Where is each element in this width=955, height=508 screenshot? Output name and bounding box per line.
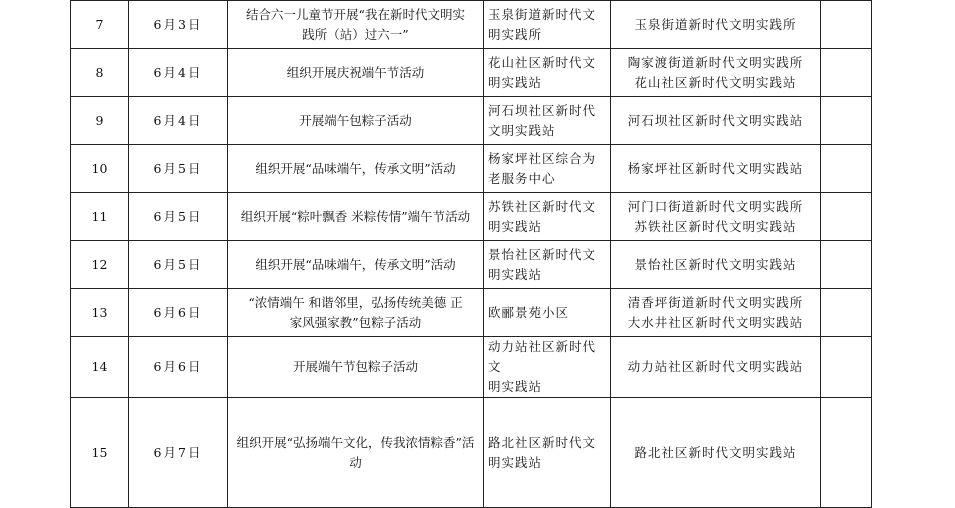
cell-note (821, 241, 872, 289)
cell-number: 13 (71, 289, 129, 337)
cell-location-line: 玉泉街道新时代文 (488, 6, 597, 22)
cell-organizer (611, 398, 821, 508)
cell-activity (228, 97, 484, 145)
cell-activity (228, 241, 484, 289)
cell-location-line: 河石坝社区新时代 (488, 102, 597, 118)
cell-activity (228, 145, 484, 193)
cell-date: 6月6日 (129, 337, 228, 398)
cell-activity-line: 组织开展“弘扬端午文化，传我浓情粽香”活动 (236, 434, 475, 470)
cell-location-line: 老服务中心 (488, 170, 556, 186)
table-row (71, 337, 872, 398)
cell-note (821, 193, 872, 241)
cell-activity (228, 49, 484, 97)
table-row (71, 145, 872, 193)
cell-date: 6月5日 (129, 193, 228, 241)
cell-activity (228, 337, 484, 398)
cell-date: 6月5日 (129, 241, 228, 289)
cell-location (484, 398, 611, 508)
cell-activity-line: 开展端午包粽子活动 (299, 112, 412, 128)
cell-organizer-line: 玉泉街道新时代文明实践所 (634, 16, 797, 32)
cell-organizer-line: 清香坪街道新时代文明实践所 (627, 294, 804, 310)
cell-activity (228, 1, 484, 49)
cell-location-line: 明实践站 (488, 218, 543, 234)
cell-note (821, 337, 872, 398)
cell-organizer-line: 景怡社区新时代文明实践站 (634, 256, 797, 272)
cell-location (484, 145, 611, 193)
table-row (71, 241, 872, 289)
table-row (71, 97, 872, 145)
cell-location (484, 1, 611, 49)
cell-activity-line: 组织开展“粽叶飘香 米粽传情”端午节活动 (240, 208, 471, 224)
cell-location-line: 花山社区新时代文 (488, 54, 597, 70)
cell-organizer-line: 杨家坪社区新时代文明实践站 (627, 160, 804, 176)
table-row (71, 289, 872, 337)
cell-organizer (611, 241, 821, 289)
activity-schedule-table (70, 0, 872, 508)
cell-number: 10 (71, 145, 129, 193)
cell-organizer (611, 49, 821, 97)
cell-location-line: 景怡社区新时代文 (488, 246, 597, 262)
cell-activity-line: 结合六一儿童节开展“我在新时代文明实 (246, 6, 465, 22)
cell-activity-line: 开展端午节包粽子活动 (292, 359, 418, 374)
cell-date: 6月3日 (129, 1, 228, 49)
cell-activity-line: 践所（站）过六一” (302, 26, 409, 42)
cell-number: 9 (71, 97, 129, 145)
cell-note (821, 97, 872, 145)
table-row (71, 49, 872, 97)
cell-activity-line: “浓情端午 和谐邻里，弘扬传统美德 正 (248, 294, 463, 310)
cell-activity (228, 193, 484, 241)
cell-organizer-line: 花山社区新时代文明实践站 (634, 74, 797, 90)
cell-location-line: 动力站社区新时代文 (488, 339, 597, 374)
cell-location (484, 193, 611, 241)
cell-date: 6月6日 (129, 289, 228, 337)
cell-location-line: 明实践站 (488, 74, 543, 90)
cell-note (821, 289, 872, 337)
cell-organizer (611, 1, 821, 49)
cell-note (821, 49, 872, 97)
cell-location (484, 49, 611, 97)
cell-date: 6月4日 (129, 97, 228, 145)
cell-number: 14 (71, 337, 129, 398)
cell-location (484, 97, 611, 145)
cell-organizer-line: 路北社区新时代文明实践站 (634, 444, 797, 460)
cell-organizer-line: 河门口街道新时代文明实践所 (627, 198, 804, 214)
cell-organizer (611, 289, 821, 337)
cell-activity-line: 组织开展“品味端午，传承文明”活动 (255, 160, 456, 176)
cell-location-line: 苏铁社区新时代文 (488, 198, 597, 214)
cell-location-line: 明实践站 (488, 454, 543, 470)
cell-number: 8 (71, 49, 129, 97)
table-body (71, 1, 872, 508)
table-row (71, 193, 872, 241)
cell-location-line: 明实践站 (488, 266, 543, 282)
cell-date: 6月7日 (129, 398, 228, 508)
cell-location-line: 欧郦景苑小区 (488, 304, 570, 320)
cell-organizer (611, 193, 821, 241)
cell-location (484, 337, 611, 398)
cell-organizer-line: 河石坝社区新时代文明实践站 (627, 112, 804, 128)
cell-location (484, 241, 611, 289)
cell-number: 7 (71, 1, 129, 49)
cell-location (484, 289, 611, 337)
cell-activity-line: 组织开展庆祝端午节活动 (286, 64, 425, 80)
cell-activity-line: 家风强家教”包粽子活动 (289, 314, 422, 330)
cell-location-line: 路北社区新时代文 (488, 434, 597, 450)
cell-location-line: 明实践站 (488, 379, 543, 394)
cell-organizer (611, 97, 821, 145)
cell-organizer (611, 337, 821, 398)
cell-organizer-line: 动力站社区新时代文明实践站 (627, 359, 804, 374)
cell-activity (228, 398, 484, 508)
cell-date: 6月4日 (129, 49, 228, 97)
cell-activity-line: 组织开展“品味端午，传承文明”活动 (255, 256, 456, 272)
cell-location-line: 文明实践站 (488, 122, 556, 138)
cell-note (821, 1, 872, 49)
cell-organizer-line: 苏铁社区新时代文明实践站 (634, 218, 797, 234)
cell-organizer-line: 大水井社区新时代文明实践站 (627, 314, 804, 330)
cell-location-line: 明实践所 (488, 26, 543, 42)
cell-location-line: 杨家坪社区综合为 (488, 150, 597, 166)
cell-date: 6月5日 (129, 145, 228, 193)
cell-note (821, 145, 872, 193)
cell-activity (228, 289, 484, 337)
cell-number: 12 (71, 241, 129, 289)
cell-number: 15 (71, 398, 129, 508)
cell-organizer (611, 145, 821, 193)
cell-note (821, 398, 872, 508)
table-row (71, 1, 872, 49)
cell-organizer-line: 陶家渡街道新时代文明实践所 (627, 54, 804, 70)
cell-number: 11 (71, 193, 129, 241)
table-row (71, 398, 872, 508)
